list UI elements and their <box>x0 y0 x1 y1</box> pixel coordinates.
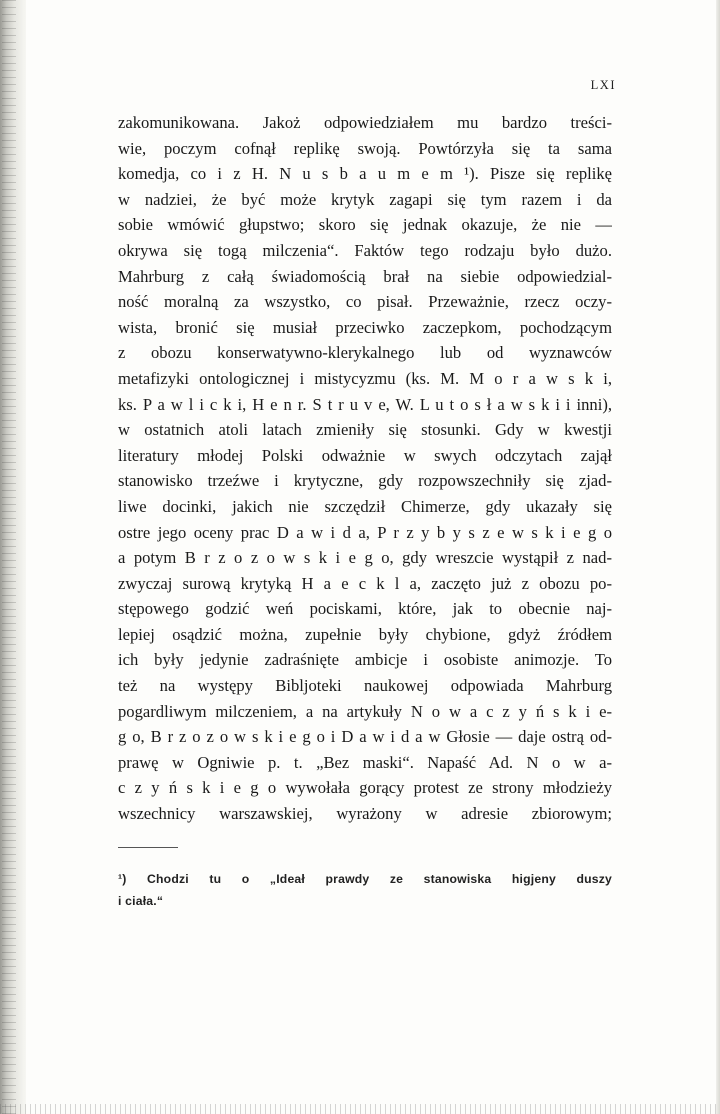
text-line: literatury młodej Polski odważnie w swych odczytach zajął <box>118 445 612 465</box>
page-bottom-edge <box>0 1104 720 1114</box>
text-line: Mahrburg z całą świadomością brał na siebie odpowiedzial- <box>118 266 612 286</box>
text-line: stanowisko trzeźwe i krytyczne, gdy rozpowszechniły się zjad- <box>118 471 612 491</box>
footnote-rule <box>118 847 178 848</box>
text-line: wista, bronić się musiał przeciwko zaczepkom, pochodzącym <box>118 317 612 337</box>
text-line: g o, B r z o z o w s k i e g o i D a w i d a w Głosie — daje ostrą od- <box>118 727 612 747</box>
text-line: komedja, co i z H. N u s b a u m e m ¹). Pisze się replikę <box>118 164 612 184</box>
text-line: w ostatnich atoli latach zmieniły się stosunki. Gdy w kwestji <box>118 420 612 440</box>
page-number: LXI <box>590 78 616 92</box>
text-line: prawę w Ogniwie p. t. „Bez maski“. Napaść Ad. N o w a- <box>118 752 612 772</box>
text-line: metafizyki ontologicznej i mistycyzmu (ks. M. M o r a w s k i, <box>118 368 612 388</box>
text-line: ich były jedynie zadraśnięte ambicje i osobiste animozje. To <box>118 650 612 670</box>
text-line: pogardliwym milczeniem, a na artykuły N o w a c z y ń s k i e- <box>118 701 612 721</box>
footnote-line: i ciała.“ <box>118 894 164 908</box>
text-line: stępowego godzić weń pociskami, które, jak to obecnie naj- <box>118 599 612 619</box>
text-line: wie, poczym cofnął replikę swoją. Powtórzyła się ta sama <box>118 138 612 158</box>
text-line: okrywa się togą milczenia“. Faktów tego rodzaju było dużo. <box>118 240 612 260</box>
text-line: wszechnicy warszawskiej, wyrażony w adresie zbiorowym; <box>118 804 612 824</box>
text-line: liwe docinki, jakich nie szczędził Chimerze, gdy ukazały się <box>118 496 612 516</box>
body-text <box>118 110 612 827</box>
binding-texture <box>2 0 16 1114</box>
footnote <box>118 868 612 912</box>
text-line: w nadziei, że być może krytyk zagapi się tym razem i da <box>118 189 612 209</box>
page-right-edge <box>716 0 720 1114</box>
text-line: sobie wmówić głupstwo; skoro się jednak okazuje, że nie — <box>118 215 612 235</box>
text-line: zwyczaj surową krytyką H a e c k l a, zaczęto już z obozu po- <box>118 573 612 593</box>
text-line: ność moralną za wszystko, co pisał. Przeważnie, rzecz oczy- <box>118 292 612 312</box>
text-line: zakomunikowana. Jakoż odpowiedziałem mu bardzo treści- <box>118 113 612 132</box>
text-line: też na występy Bibljoteki naukowej odpowiada Mahrburg <box>118 676 612 696</box>
text-line: z obozu konserwatywno-klerykalnego lub od wyznawców <box>118 343 612 363</box>
text-line: a potym B r z o z o w s k i e g o, gdy wreszcie wystąpił z nad- <box>118 548 612 568</box>
footnote-line: ¹) Chodzi tu o „Ideał prawdy ze stanowiska higjeny duszy <box>118 872 612 886</box>
text-line: lepiej osądzić można, zupełnie były chybione, gdyż źródłem <box>118 624 612 644</box>
text-line: c z y ń s k i e g o wywołała gorący protest ze strony młodzieży <box>118 778 612 798</box>
text-line: ks. P a w l i c k i, H e n r. S t r u v e, W. L u t o s ł a w s k i i inni), <box>118 394 612 414</box>
text-line: ostre jego oceny prac D a w i d a, P r z y b y s z e w s k i e g o <box>118 522 612 542</box>
